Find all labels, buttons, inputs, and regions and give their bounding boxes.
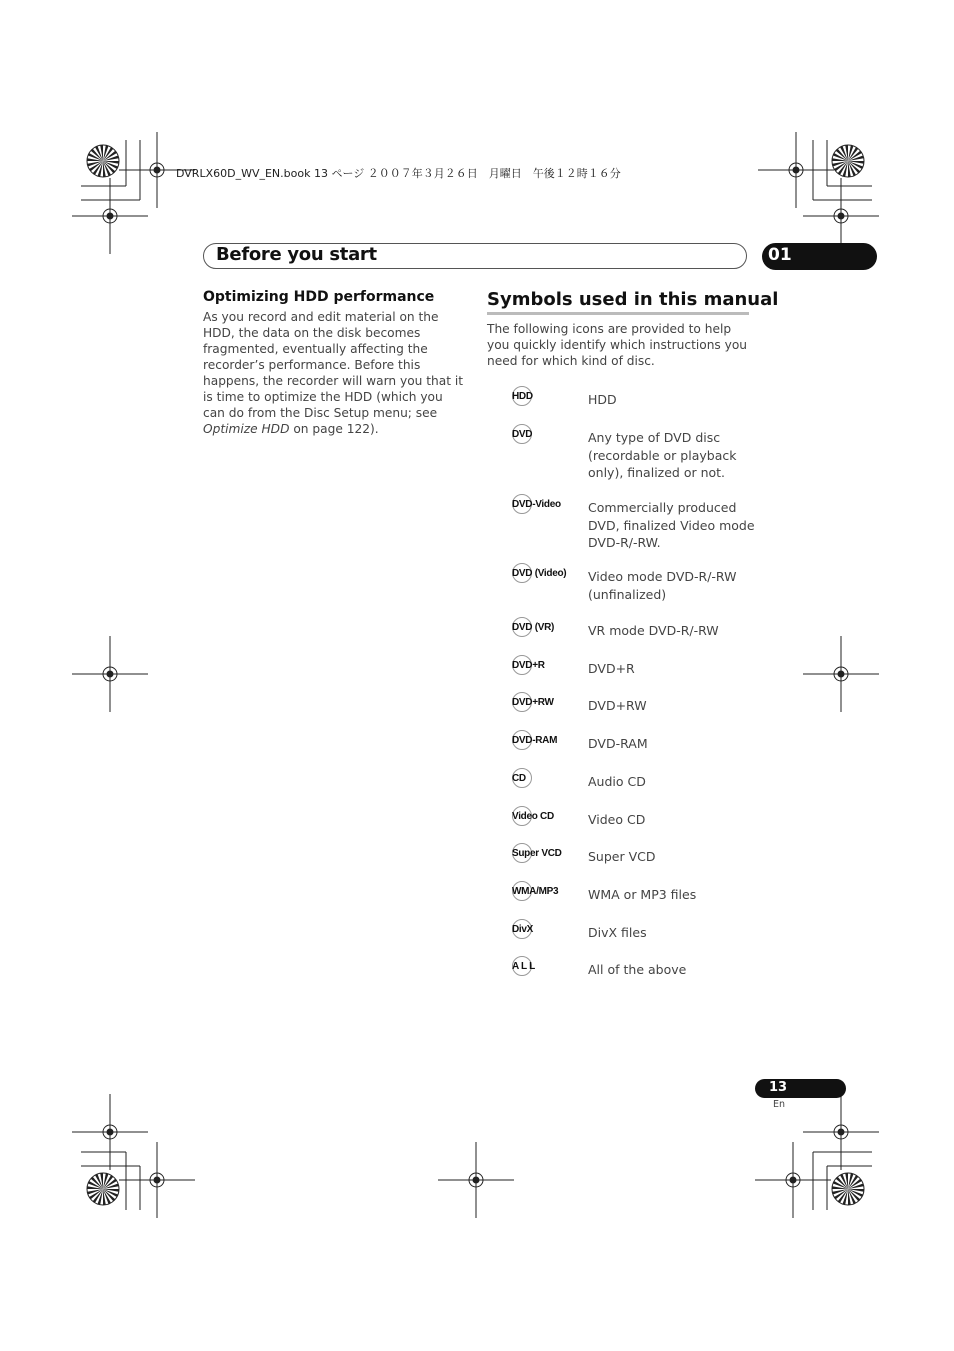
disc-type-icon-label: DVD-RAM <box>512 735 558 746</box>
body-text-end: on page 122). <box>289 422 379 436</box>
crosshair-mark <box>803 1094 879 1170</box>
symbol-description: DivX files <box>588 925 647 940</box>
symbol-description: Any type of DVD disc (recordable or playback only), finalized or not. <box>588 430 737 480</box>
disc-type-icon-label: DVD (VR) <box>512 622 555 633</box>
crosshair-mark <box>119 1142 195 1218</box>
disc-type-icon <box>510 655 545 677</box>
disc-type-icon <box>510 881 558 903</box>
symbols-heading: Symbols used in this manual <box>487 289 779 310</box>
body-text: As you record and edit material on the HDD, the data on the disk becomes fragmented, eventually affecting the recorder’s performance. Before this happens, the recorder will warn you that it is time to optimize the HDD (which you can do from the Disc Setup menu; see <box>203 310 464 420</box>
disc-type-icon-label: DVD (Video) <box>512 568 567 579</box>
disc-type-icon-label: DVD+R <box>512 660 545 671</box>
starburst-mark <box>832 1173 864 1205</box>
starburst-mark <box>832 145 864 177</box>
disc-type-icon <box>510 956 535 978</box>
chapter-number: 01 <box>768 245 792 265</box>
page-language: En <box>773 1099 786 1110</box>
disc-type-icon <box>510 919 533 941</box>
crosshair-mark <box>72 1094 148 1170</box>
symbol-description: Super VCD <box>588 849 656 864</box>
disc-type-icon-label: DVD+RW <box>512 697 554 708</box>
disc-type-icon <box>510 806 554 828</box>
starburst-mark <box>87 1173 119 1205</box>
crosshair-mark <box>72 178 148 254</box>
print-header: DVRLX60D_WV_EN.book 13 ページ ２００７年３月２６日 月曜日 午後１２時１６分 <box>176 167 621 180</box>
symbol-description: All of the above <box>588 962 687 977</box>
disc-type-icon <box>510 617 554 639</box>
disc-type-icon-label: CD <box>512 773 526 784</box>
page-number: 13 <box>769 1080 788 1095</box>
symbol-description: Commercially produced DVD, finalized Video mode DVD-R/-RW. <box>588 500 755 550</box>
disc-type-icon <box>510 843 562 865</box>
symbol-description: DVD-RAM <box>588 736 648 751</box>
symbol-description: HDD <box>588 392 617 407</box>
disc-type-icon-label: WMA/MP3 <box>512 886 559 897</box>
symbol-description: DVD+RW <box>588 698 647 713</box>
optimizing-hdd-heading: Optimizing HDD performance <box>203 289 435 305</box>
section-title: Before you start <box>216 244 377 265</box>
disc-type-icon-label: A L L <box>512 961 535 972</box>
crosshair-mark <box>755 1142 831 1218</box>
heading-rule <box>487 312 749 315</box>
disc-type-icon <box>510 424 532 446</box>
disc-type-icon-label: DivX <box>512 924 534 935</box>
crosshair-mark <box>72 636 148 712</box>
symbol-description: VR mode DVD-R/-RW <box>588 623 719 638</box>
disc-type-icon <box>510 563 566 585</box>
disc-type-icon-label: DVD-Video <box>512 499 561 510</box>
symbols-intro: The following icons are provided to help you quickly identify which instructions you need for which kind of disc. <box>487 322 748 368</box>
crosshair-mark <box>803 636 879 712</box>
disc-type-icon <box>510 730 557 752</box>
disc-type-icon <box>510 692 554 714</box>
crosshair-mark <box>758 132 834 208</box>
disc-type-icon <box>510 768 526 790</box>
disc-type-icon-label: Super VCD <box>512 848 562 859</box>
crosshair-mark <box>438 1142 514 1218</box>
disc-type-icon <box>510 494 561 516</box>
optimizing-hdd-body <box>203 309 465 437</box>
symbol-description: DVD+R <box>588 661 635 676</box>
symbol-description: Video CD <box>588 812 646 827</box>
body-italic-reference: Optimize HDD <box>203 422 290 436</box>
disc-type-icon <box>510 386 533 408</box>
symbol-description: WMA or MP3 files <box>588 887 697 902</box>
symbol-description: Video mode DVD-R/-RW (unfinalized) <box>588 569 737 602</box>
starburst-mark <box>87 145 119 177</box>
disc-type-icon-label: HDD <box>512 391 533 402</box>
symbol-description: Audio CD <box>588 774 646 789</box>
disc-type-icon-label: Video CD <box>512 811 554 822</box>
disc-type-icon-label: DVD <box>512 429 533 440</box>
